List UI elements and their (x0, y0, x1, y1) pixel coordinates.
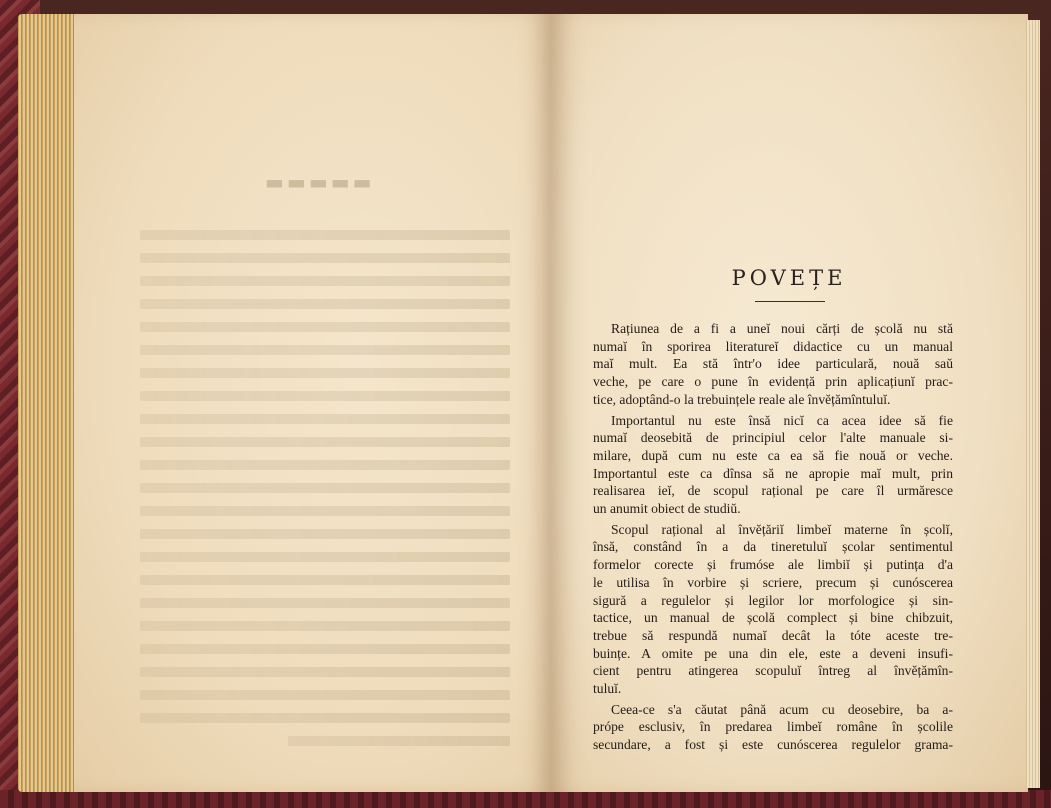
paragraph (593, 701, 953, 754)
text-line: numaĭ în sporirea literatureĭ didactice cu un manual (593, 338, 953, 354)
text-line: numaĭ deosebită de principiul celor l'alte manuale si- (593, 430, 953, 446)
body-text (593, 320, 953, 757)
text-line: tactice, un manual de școlă complect și bine chibzuit, (593, 610, 953, 626)
text-line: maĭ mult. Ea stă într'o idee particulară, nouă saŭ (593, 356, 953, 372)
bleed-through-heading: ▬▬▬▬▬ (262, 170, 372, 194)
left-page (74, 14, 550, 792)
text-line: tice, adoptând-o la trebuințele reale ale învĕțămîntuluĭ. (593, 391, 891, 407)
text-line: trebue să respundă numaĭ decât la tóte aceste tre- (593, 627, 953, 643)
paragraph (593, 412, 953, 518)
text-line: cient pentru atingerea scopuluĭ întreg al învĕțămîn- (593, 663, 953, 679)
paragraph (593, 521, 953, 698)
text-line: Ceea-ce s'a căutat până acum cu deosebire, ba a- (611, 701, 953, 717)
text-line: realisarea ieĭ, de scopul rațional pe care îl urmăresce (593, 483, 953, 499)
book-cover-bottom (0, 790, 1051, 808)
page-edges-right (1026, 20, 1040, 788)
text-line: secundare, a fost și este cunóscerea regulelor grama- (593, 737, 953, 753)
text-line: le utilisa în vorbire și scriere, precum și cunóscerea (593, 574, 953, 590)
text-line: tuluĭ. (593, 681, 622, 697)
title-rule (755, 301, 825, 302)
text-line: Importantul nu este însă nicĭ ca acea idee să fie (611, 412, 953, 428)
text-line: milare, după cum nu este ca ea să fie nouă or veche. (593, 447, 953, 463)
text-line: buințe. A omite pe una din ele, este a deveni insufi- (593, 645, 953, 661)
text-line: Rațiunea de a fi a uneĭ noui cărți de școlă nu stă (611, 321, 953, 336)
text-line: sigură a regulelor și legilor lor morfologice și sin- (593, 592, 953, 608)
text-line: Importantul este ca dînsa să ne apropie maĭ mult, prin (593, 465, 953, 481)
right-page (550, 14, 1028, 792)
page-title: POVEȚE (731, 266, 847, 290)
page-edges-left (18, 14, 76, 792)
text-line: un anumit obiect de studiŭ. (593, 501, 741, 517)
paragraph (593, 320, 953, 409)
text-line: veche, pe care o pune în evidență prin aplicațiunĭ prac- (593, 374, 953, 390)
text-line: Scopul rațional al învĕțăriĭ limbeĭ materne în școlĭ, (611, 521, 953, 537)
text-line: formelor corecte și frumóse ale limbiĭ și putința d'a (593, 557, 953, 573)
text-line: însă, constând în a da tineretuluĭ școlar sentimentul (593, 539, 953, 555)
text-line: própe esclusiv, în predarea limbeĭ române în școlile (593, 719, 953, 735)
